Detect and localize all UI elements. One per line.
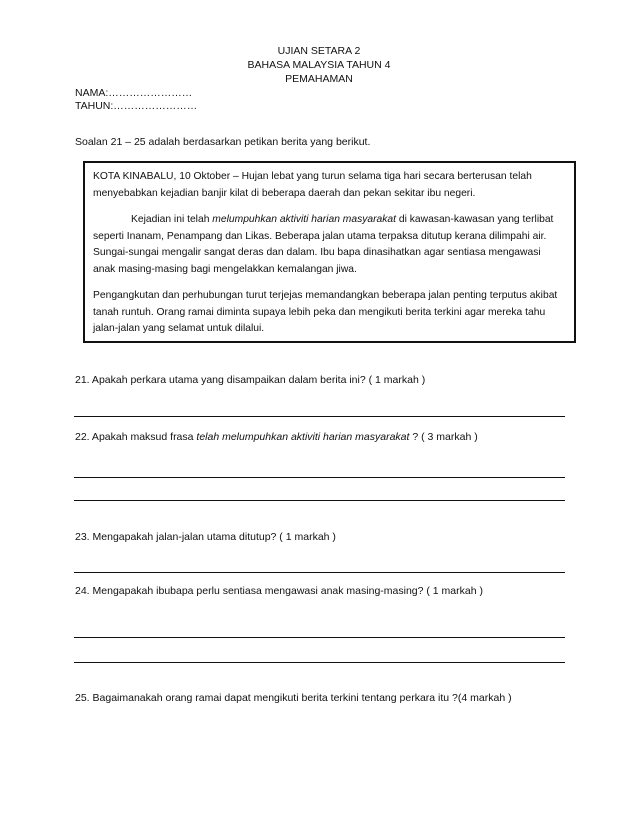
passage-paragraph-3: Pengangkutan dan perhubungan turut terjejas memandangkan beberapa jalan penting terputus akibat tanah runtuh. Orang ramai diminta supaya lebih peka dan mengikuti berita terkini agar mereka tahu jalan-jalan yang selamat untuk dilalui. bbox=[93, 290, 558, 334]
news-passage-box bbox=[83, 161, 576, 343]
section-title: PEMAHAMAN bbox=[285, 73, 353, 85]
answer-line-21[interactable] bbox=[74, 416, 565, 417]
passage-paragraph-2 bbox=[93, 212, 563, 278]
passage-paragraph-1: KOTA KINABALU, 10 Oktober – Hujan lebat yang turun selama tiga hari secara berterusan telah menyebabkan kejadian banjir kilat di beberapa daerah dan pekan sekitar ibu negeri. bbox=[93, 171, 532, 199]
passage-p2-end: di kawasan-kawasan yang terlibat seperti Inanam, Penampang dan Likas. Beberapa jalan utama terpaksa ditutup kerana dilimpahi air. Sungai-sungai mengalir sangat deras dan dalam. Ibu bapa dinasihatkan agar sentiasa mengawasi anak masing-masing bagi mengelakkan kemalangan jiwa. bbox=[93, 214, 554, 275]
question-21: 21. Apakah perkara utama yang disampaikan dalam berita ini? ( 1 markah ) bbox=[75, 374, 426, 386]
question-22-end: ? ( 3 markah ) bbox=[409, 431, 478, 443]
exam-title: UJIAN SETARA 2 bbox=[277, 45, 361, 57]
question-23: 23. Mengapakah jalan-jalan utama ditutup? ( 1 markah ) bbox=[75, 531, 336, 543]
question-25: 25. Bagaimanakah orang ramai dapat mengikuti berita terkini tentang perkara itu ?(4 markah ) bbox=[75, 692, 512, 704]
answer-line-24a[interactable] bbox=[74, 637, 565, 638]
answer-line-22a[interactable] bbox=[74, 477, 565, 478]
question-22 bbox=[75, 431, 478, 443]
answer-line-24b[interactable] bbox=[74, 662, 565, 663]
passage-p2-italic-phrase: melumpuhkan aktiviti harian masyarakat bbox=[212, 214, 397, 225]
year-field[interactable]: TAHUN:…………………… bbox=[75, 100, 198, 112]
answer-line-23[interactable] bbox=[74, 572, 565, 573]
exam-header bbox=[0, 44, 638, 86]
subject-title: BAHASA MALAYSIA TAHUN 4 bbox=[247, 59, 391, 71]
question-24: 24. Mengapakah ibubapa perlu sentiasa mengawasi anak masing-masing? ( 1 markah ) bbox=[75, 585, 483, 597]
instruction-text: Soalan 21 – 25 adalah berdasarkan petikan berita yang berikut. bbox=[75, 136, 371, 148]
name-field[interactable]: NAMA:…………………… bbox=[75, 87, 193, 99]
question-22-phrase: telah melumpuhkan aktiviti harian masyarakat bbox=[196, 431, 410, 443]
passage-p2-start: Kejadian ini telah bbox=[131, 214, 213, 225]
question-22-start: 22. Apakah maksud frasa bbox=[75, 431, 197, 443]
answer-line-22b[interactable] bbox=[74, 500, 565, 501]
